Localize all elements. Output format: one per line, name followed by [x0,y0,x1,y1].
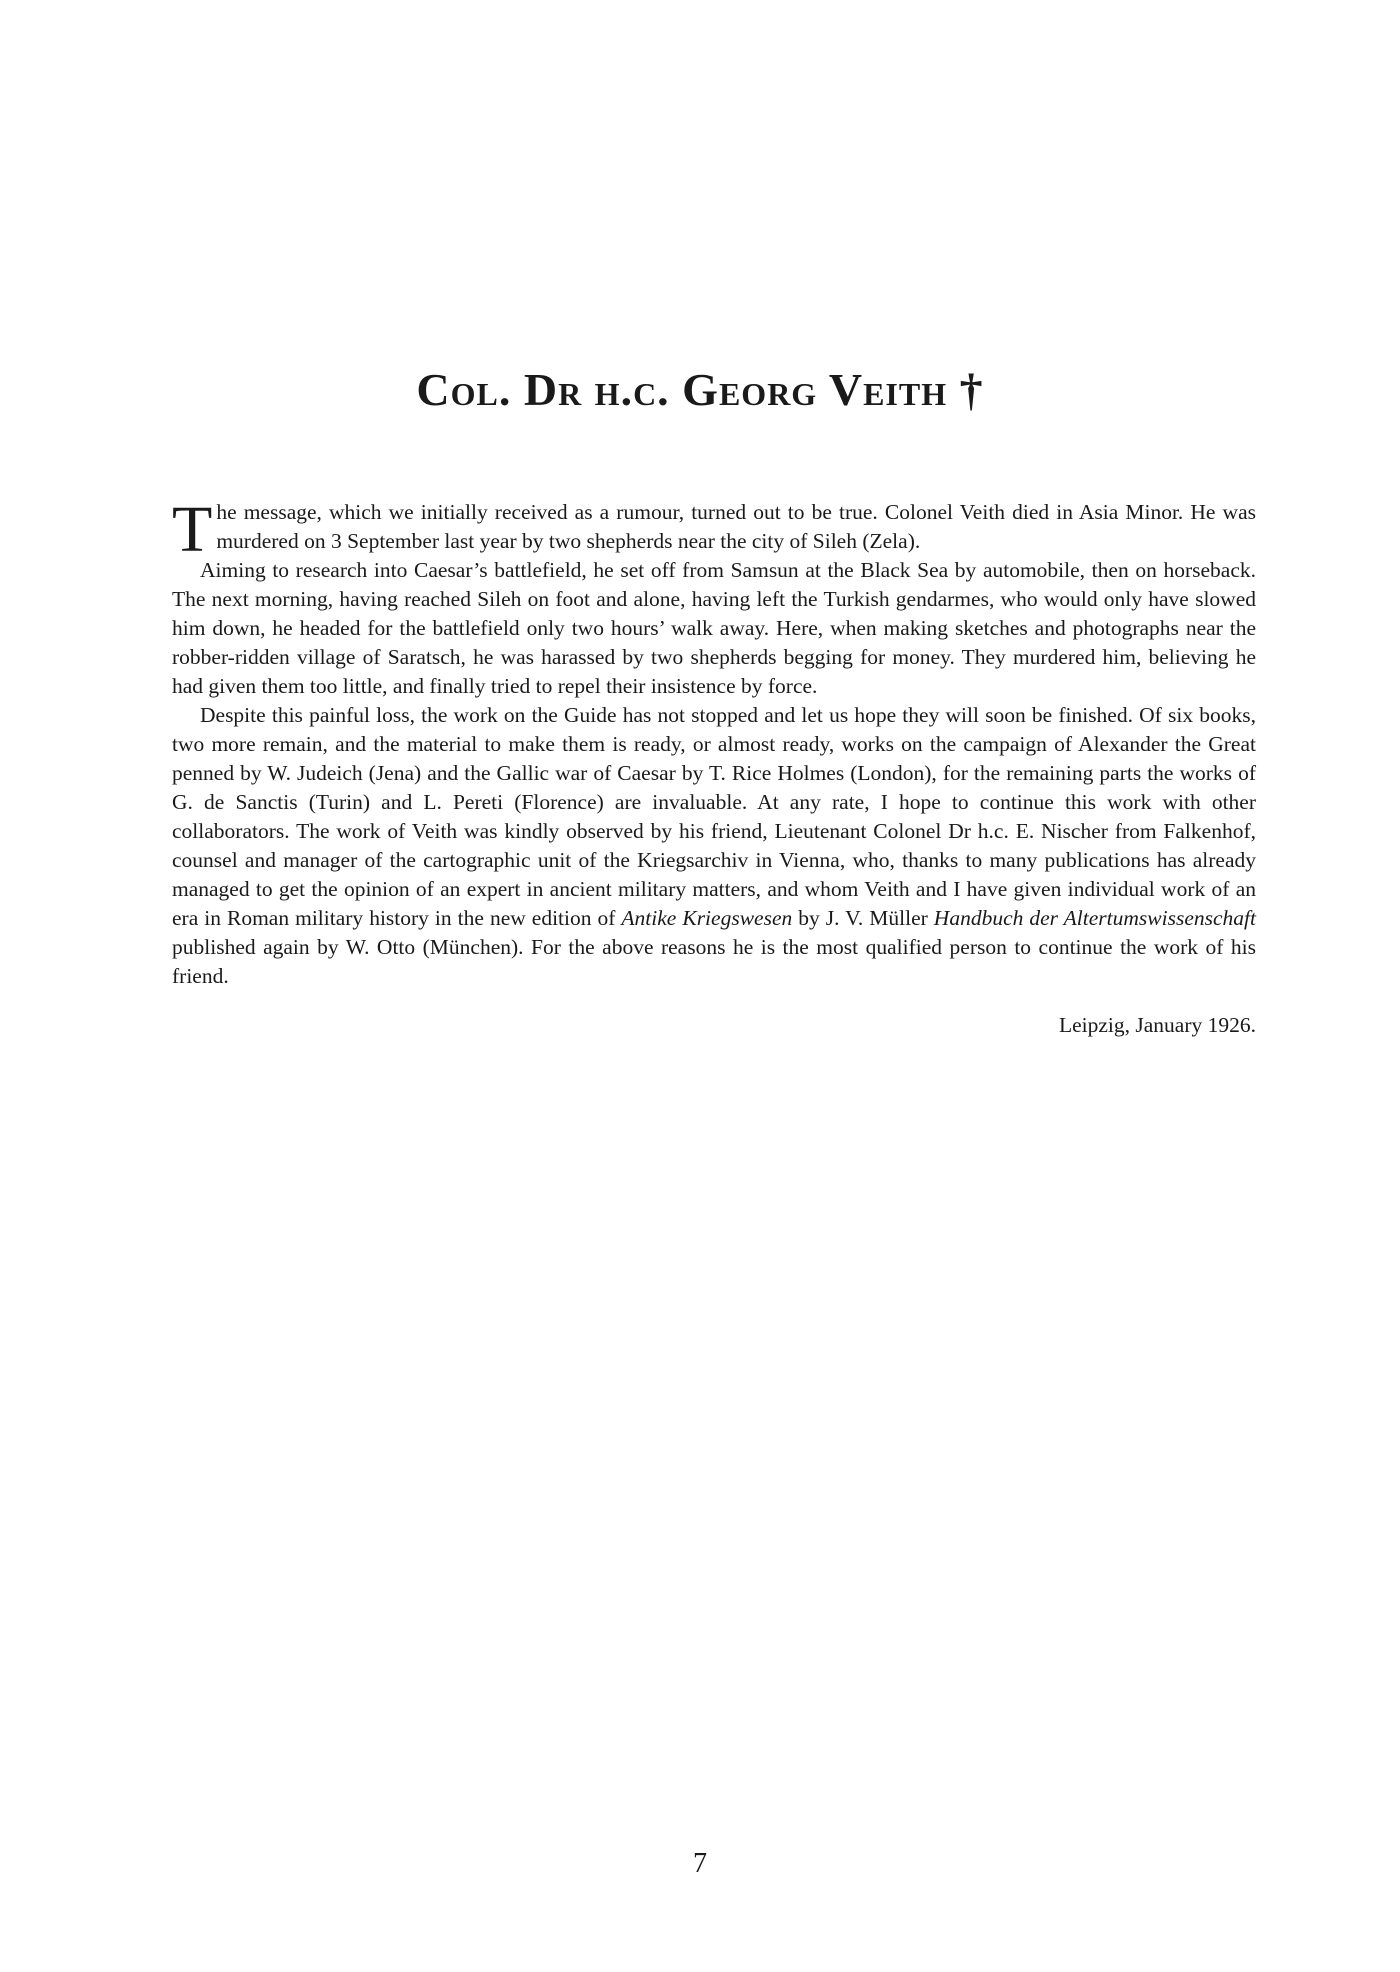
page-title: Col. Dr h.c. Georg Veith † [416,364,984,415]
book-title-antike-kriegswesen: Antike Kriegswesen [621,906,793,930]
paragraph-3-text-part2: by J. V. Müller [792,906,934,930]
book-title-handbuch: Handbuch der Altertumswissenschaft [933,906,1256,930]
paragraph-3-text-part1: Despite this painful loss, the work on the Guide has not stopped and let us hope they will soon be finished. Of six books, two more remain, and the material to make them is ready, or almost ready, works on the campaign of Alexander the Great penned by W. Judeich (Jena) and the Gallic war of Caesar by T. Rice Holmes (London), for the remaining parts the works of G. de Sanctis (Turin) and L. Pereti (Florence) are invaluable. At any rate, I hope to continue this work with other collaborators. The work of Veith was kindly observed by his friend, Lieutenant Colonel Dr h.c. E. Nischer from Falkenhof, counsel and manager of the cartographic unit of the Kriegsarchiv in Vienna, who, thanks to many publications has already managed to get the opinion of an expert in ancient military matters, and whom Veith and I have given individual work of an era in Roman military history in the new edition of [172,703,1256,930]
document-body [172,493,1256,1040]
signature-line: Leipzig, January 1926. [1058,1013,1256,1037]
paragraph-1 [172,493,1256,566]
paragraph-1-text: he message, which we initially received as a rumour, turned out to be true. Colonel Veith died in Asia Minor. He was murdered on 3 September last year by two shepherds near the city of Sileh (Zela). [216,500,1256,553]
paragraph-3 [172,701,1256,991]
page-number: 7 [693,1848,707,1879]
paragraph-2: Aiming to research into Caesar’s battlefield, he set off from Samsun at the Black Sea by automobile, then on horseback. The next morning, having reached Sileh on foot and alone, having left the Turkish gendarmes, who would only have slowed him down, he headed for the battlefield only two hours’ walk away. Here, when making sketches and photographs near the robber-ridden village of Saratsch, he was harassed by two shepherds begging for money. They murdered him, believing he had given them too little, and finally tried to repel their insistence by force. [172,558,1256,698]
drop-cap: T [172,493,213,566]
paragraph-3-text-part3: published again by W. Otto (München). For the above reasons he is the most qualified person to continue the work of his friend. [172,935,1256,988]
